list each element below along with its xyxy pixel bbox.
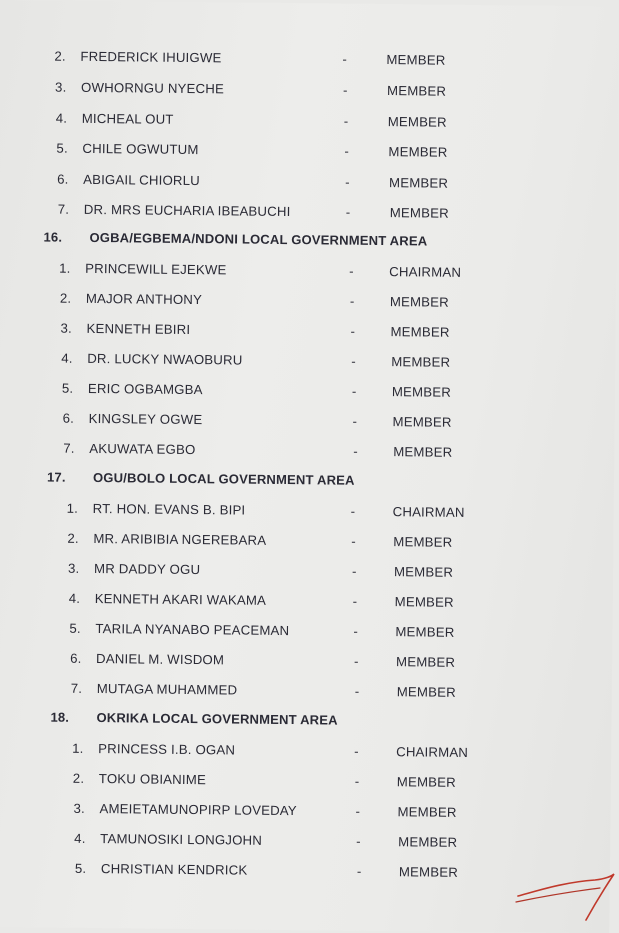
- list-item: [72, 741, 542, 764]
- item-name: TARILA NYANABO PEACEMAN: [95, 621, 290, 639]
- item-separator: -: [351, 353, 356, 369]
- item-role: MEMBER: [397, 804, 457, 820]
- item-role: MEMBER: [391, 384, 452, 400]
- list-item: [59, 261, 529, 284]
- item-number: 3.: [67, 560, 80, 576]
- item-name: PRINCESS I.B. OGAN: [98, 741, 236, 758]
- item-separator: -: [350, 503, 356, 519]
- item-number: 3.: [73, 800, 86, 816]
- item-separator: -: [351, 533, 357, 549]
- item-role: MEMBER: [387, 114, 447, 130]
- item-number: 6.: [62, 410, 75, 426]
- item-role: MEMBER: [394, 594, 454, 610]
- list-item: [70, 651, 540, 674]
- item-separator: -: [342, 51, 348, 67]
- item-role: MEMBER: [393, 534, 453, 550]
- item-number: 2.: [54, 48, 66, 64]
- section-number: 17.: [46, 469, 66, 485]
- list-item: [55, 80, 525, 103]
- item-separator: -: [345, 174, 350, 190]
- item-name: DR. LUCKY NWAOBURU: [87, 350, 243, 368]
- item-name: RT. HON. EVANS B. BIPI: [92, 500, 246, 518]
- item-role: MEMBER: [398, 834, 458, 850]
- list-item: [58, 202, 528, 225]
- item-name: CHILE OGWUTUM: [82, 140, 199, 158]
- item-name: MUTAGA MUHAMMED: [96, 681, 238, 698]
- list-item: [60, 321, 530, 344]
- list-item: [63, 411, 533, 434]
- item-number: 5.: [69, 620, 81, 636]
- item-number: 4.: [61, 350, 73, 366]
- list-item: [62, 381, 532, 404]
- item-role: MEMBER: [392, 414, 452, 430]
- item-separator: -: [354, 653, 359, 669]
- item-name: FREDERICK IHUIGWE: [80, 48, 222, 66]
- item-separator: -: [342, 82, 348, 98]
- item-name: TOKU OBIANIME: [98, 771, 207, 788]
- list-item: [74, 831, 544, 854]
- item-separator: -: [356, 863, 362, 879]
- item-separator: -: [353, 443, 358, 459]
- item-separator: -: [349, 263, 354, 279]
- item-number: 3.: [60, 320, 73, 336]
- list-item: [73, 771, 543, 794]
- item-separator: -: [355, 803, 361, 819]
- item-role: MEMBER: [389, 205, 449, 221]
- item-number: 4.: [55, 110, 68, 126]
- item-number: 1.: [59, 260, 71, 276]
- item-separator: -: [354, 683, 360, 699]
- item-name: AKUWATA EGBO: [89, 440, 196, 458]
- list-item: [54, 49, 524, 72]
- item-name: DR. MRS EUCHARIA IBEABUCHI: [83, 201, 291, 220]
- item-role: MEMBER: [386, 83, 447, 99]
- section-title: OGU/BOLO LOCAL GOVERNMENT AREA: [92, 470, 355, 488]
- list-item: [69, 621, 539, 644]
- item-number: 2.: [72, 770, 85, 786]
- list-item: [73, 801, 543, 824]
- item-separator: -: [349, 293, 355, 309]
- item-separator: -: [343, 113, 349, 129]
- section-title: OGBA/EGBEMA/NDONI LOCAL GOVERNMENT AREA: [89, 229, 428, 249]
- item-name: KENNETH EBIRI: [86, 320, 191, 338]
- item-role: CHAIRMAN: [392, 504, 465, 520]
- item-number: 1.: [66, 500, 79, 516]
- item-number: 6.: [70, 650, 82, 666]
- item-separator: -: [345, 204, 351, 220]
- item-role: MEMBER: [396, 654, 456, 670]
- item-role: MEMBER: [396, 684, 456, 700]
- list-item: [63, 441, 533, 464]
- item-name: KENNETH AKARI WAKAMA: [94, 591, 267, 608]
- item-separator: -: [350, 323, 356, 339]
- item-separator: -: [352, 413, 358, 429]
- list-item: [67, 531, 537, 554]
- item-number: 6.: [57, 171, 69, 187]
- item-name: ABIGAIL CHIORLU: [83, 171, 201, 189]
- item-role: MEMBER: [389, 175, 449, 191]
- signature-mark: [510, 862, 619, 927]
- item-name: MR DADDY OGU: [93, 561, 201, 578]
- item-separator: -: [351, 383, 357, 399]
- list-item: [56, 141, 526, 164]
- item-number: 5.: [74, 860, 87, 876]
- item-name: KINGSLEY OGWE: [88, 410, 203, 428]
- list-item: [60, 291, 530, 314]
- item-number: 5.: [56, 140, 68, 156]
- item-name: OWHORNGU NYECHE: [81, 79, 225, 97]
- list-item: [56, 111, 526, 134]
- section-title: OKRIKA LOCAL GOVERNMENT AREA: [96, 710, 338, 728]
- section-number: 18.: [50, 709, 70, 725]
- item-number: 7.: [63, 440, 75, 456]
- item-name: MR. ARIBIBIA NGEREBARA: [93, 531, 267, 548]
- item-name: CHRISTIAN KENDRICK: [100, 861, 248, 878]
- item-role: MEMBER: [395, 624, 455, 640]
- item-number: 5.: [61, 380, 74, 396]
- item-name: AMEIETAMUNOPIRP LOVEDAY: [99, 801, 297, 819]
- item-number: 4.: [68, 590, 81, 606]
- item-role: CHAIRMAN: [396, 744, 469, 760]
- item-number: 7.: [70, 680, 83, 696]
- item-name: DANIEL M. WISDOM: [96, 651, 225, 668]
- item-name: TAMUNOSIKI LONGJOHN: [100, 831, 263, 848]
- item-name: PRINCEWILL EJEKWE: [85, 260, 227, 278]
- item-role: MEMBER: [396, 774, 457, 790]
- section-heading: [50, 710, 470, 732]
- section-heading: [43, 229, 463, 251]
- item-role: MEMBER: [398, 864, 459, 880]
- item-name: MICHEAL OUT: [81, 110, 174, 127]
- item-separator: -: [356, 833, 361, 849]
- list-item: [67, 501, 537, 524]
- item-number: 2.: [59, 290, 72, 306]
- item-role: MEMBER: [393, 564, 454, 580]
- item-separator: -: [344, 143, 350, 159]
- section-number: 16.: [43, 229, 63, 245]
- item-role: CHAIRMAN: [389, 264, 462, 280]
- item-name: ERIC OGBAMGBA: [87, 380, 203, 398]
- item-role: MEMBER: [389, 294, 450, 310]
- item-number: 3.: [55, 79, 67, 95]
- item-name: MAJOR ANTHONY: [85, 290, 203, 308]
- item-role: MEMBER: [391, 354, 451, 370]
- item-separator: -: [354, 773, 360, 789]
- list-item: [61, 351, 531, 374]
- item-number: 7.: [57, 201, 70, 217]
- list-item: [71, 681, 541, 704]
- item-number: 1.: [72, 740, 84, 756]
- item-role: MEMBER: [388, 144, 448, 160]
- item-number: 2.: [67, 530, 79, 546]
- list-item: [69, 591, 539, 614]
- list-item: [75, 861, 545, 884]
- item-role: MEMBER: [386, 52, 446, 68]
- list-item: [68, 561, 538, 584]
- item-role: MEMBER: [390, 324, 450, 340]
- item-separator: -: [354, 743, 359, 759]
- list-item: [57, 172, 527, 195]
- item-separator: -: [352, 593, 358, 609]
- section-heading: [47, 470, 467, 492]
- item-number: 4.: [74, 830, 86, 846]
- item-separator: -: [353, 623, 359, 639]
- item-separator: -: [351, 563, 357, 579]
- item-role: MEMBER: [393, 444, 453, 460]
